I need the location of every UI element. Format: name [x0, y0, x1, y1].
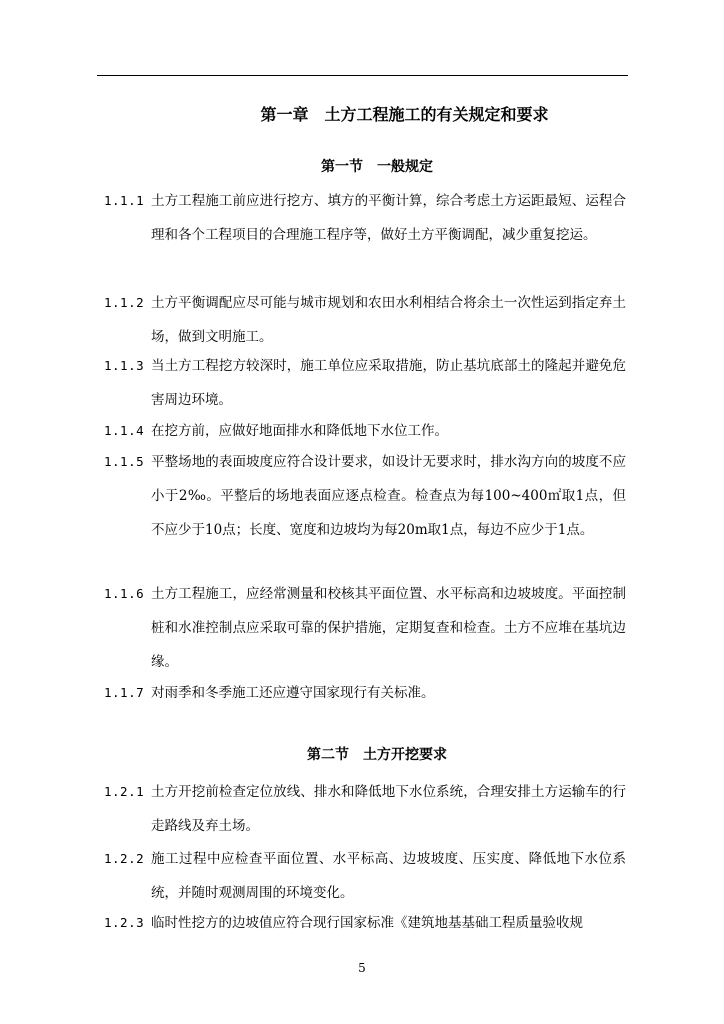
clause-number: 1.1.4: [104, 423, 145, 438]
clause-text: 土方开挖前检查定位放线、排水和降低地下水位系统，合理安排土方运输车的行走路线及弃土场。: [151, 784, 626, 835]
page-number: 5: [358, 961, 366, 975]
section-title-general: 第一节 一般规定: [321, 159, 433, 175]
clause-text: 对雨季和冬季施工还应遵守国家现行有关标准。: [151, 685, 435, 701]
clause-number: 1.2.2: [104, 851, 145, 866]
clause-1-1-5: [104, 445, 626, 548]
clause-number: 1.2.1: [104, 784, 145, 799]
clause-number: 1.1.1: [104, 193, 145, 208]
clause-1-1-2: [104, 286, 626, 354]
clause-1-1-4: [104, 414, 626, 448]
chapter-title: 第一章 土方工程施工的有关规定和要求: [260, 105, 549, 124]
clause-1-2-3: [104, 906, 626, 940]
clause-1-2-1: [104, 775, 626, 843]
clause-text: 土方工程施工前应进行挖方、填方的平衡计算，综合考虑土方运距最短、运程合理和各个工程项目的合理施工程序等，做好土方平衡调配，减少重复挖运。: [151, 193, 626, 244]
clause-text: 平整场地的表面坡度应符合设计要求，如设计无要求时，排水沟方向的坡度不应小于2‰。平整后的场地表面应逐点检查。检查点为每100~400㎡取1点，但不应少于10点；长度、宽度和边坡均为每20m取1点，每边不应少于1点。: [151, 454, 626, 539]
clause-text: 土方平衡调配应尽可能与城市规划和农田水利相结合将余土一次性运到指定弃土场，做到文明施工。: [151, 295, 626, 346]
section-title-excavation: 第二节 土方开挖要求: [307, 747, 447, 763]
clause-number: 1.1.2: [104, 295, 145, 310]
clause-number: 1.1.5: [104, 454, 145, 469]
clause-1-1-3: [104, 349, 626, 417]
clause-number: 1.1.6: [104, 586, 145, 601]
clause-text: 在挖方前，应做好地面排水和降低地下水位工作。: [151, 423, 448, 439]
clause-text: 施工过程中应检查平面位置、水平标高、边坡坡度、压实度、降低地下水位系统，并随时观测周围的环境变化。: [151, 851, 626, 902]
clause-1-1-1: [104, 184, 626, 252]
clause-1-2-2: [104, 842, 626, 910]
clause-number: 1.1.3: [104, 358, 145, 373]
clause-1-1-7: [104, 676, 626, 710]
clause-text: 临时性挖方的边坡值应符合现行国家标准《建筑地基基础工程质量验收规: [151, 915, 583, 931]
clause-number: 1.1.7: [104, 685, 145, 700]
header-rule: [97, 75, 628, 76]
clause-text: 土方工程施工，应经常测量和校核其平面位置、水平标高和边坡坡度。平面控制桩和水准控制点应采取可靠的保护措施，定期复查和检查。土方不应堆在基坑边缘。: [151, 586, 626, 671]
clause-text: 当土方工程挖方较深时，施工单位应采取措施，防止基坑底部土的隆起并避免危害周边环境。: [151, 358, 626, 409]
clause-number: 1.2.3: [104, 915, 145, 930]
clause-1-1-6: [104, 577, 626, 680]
